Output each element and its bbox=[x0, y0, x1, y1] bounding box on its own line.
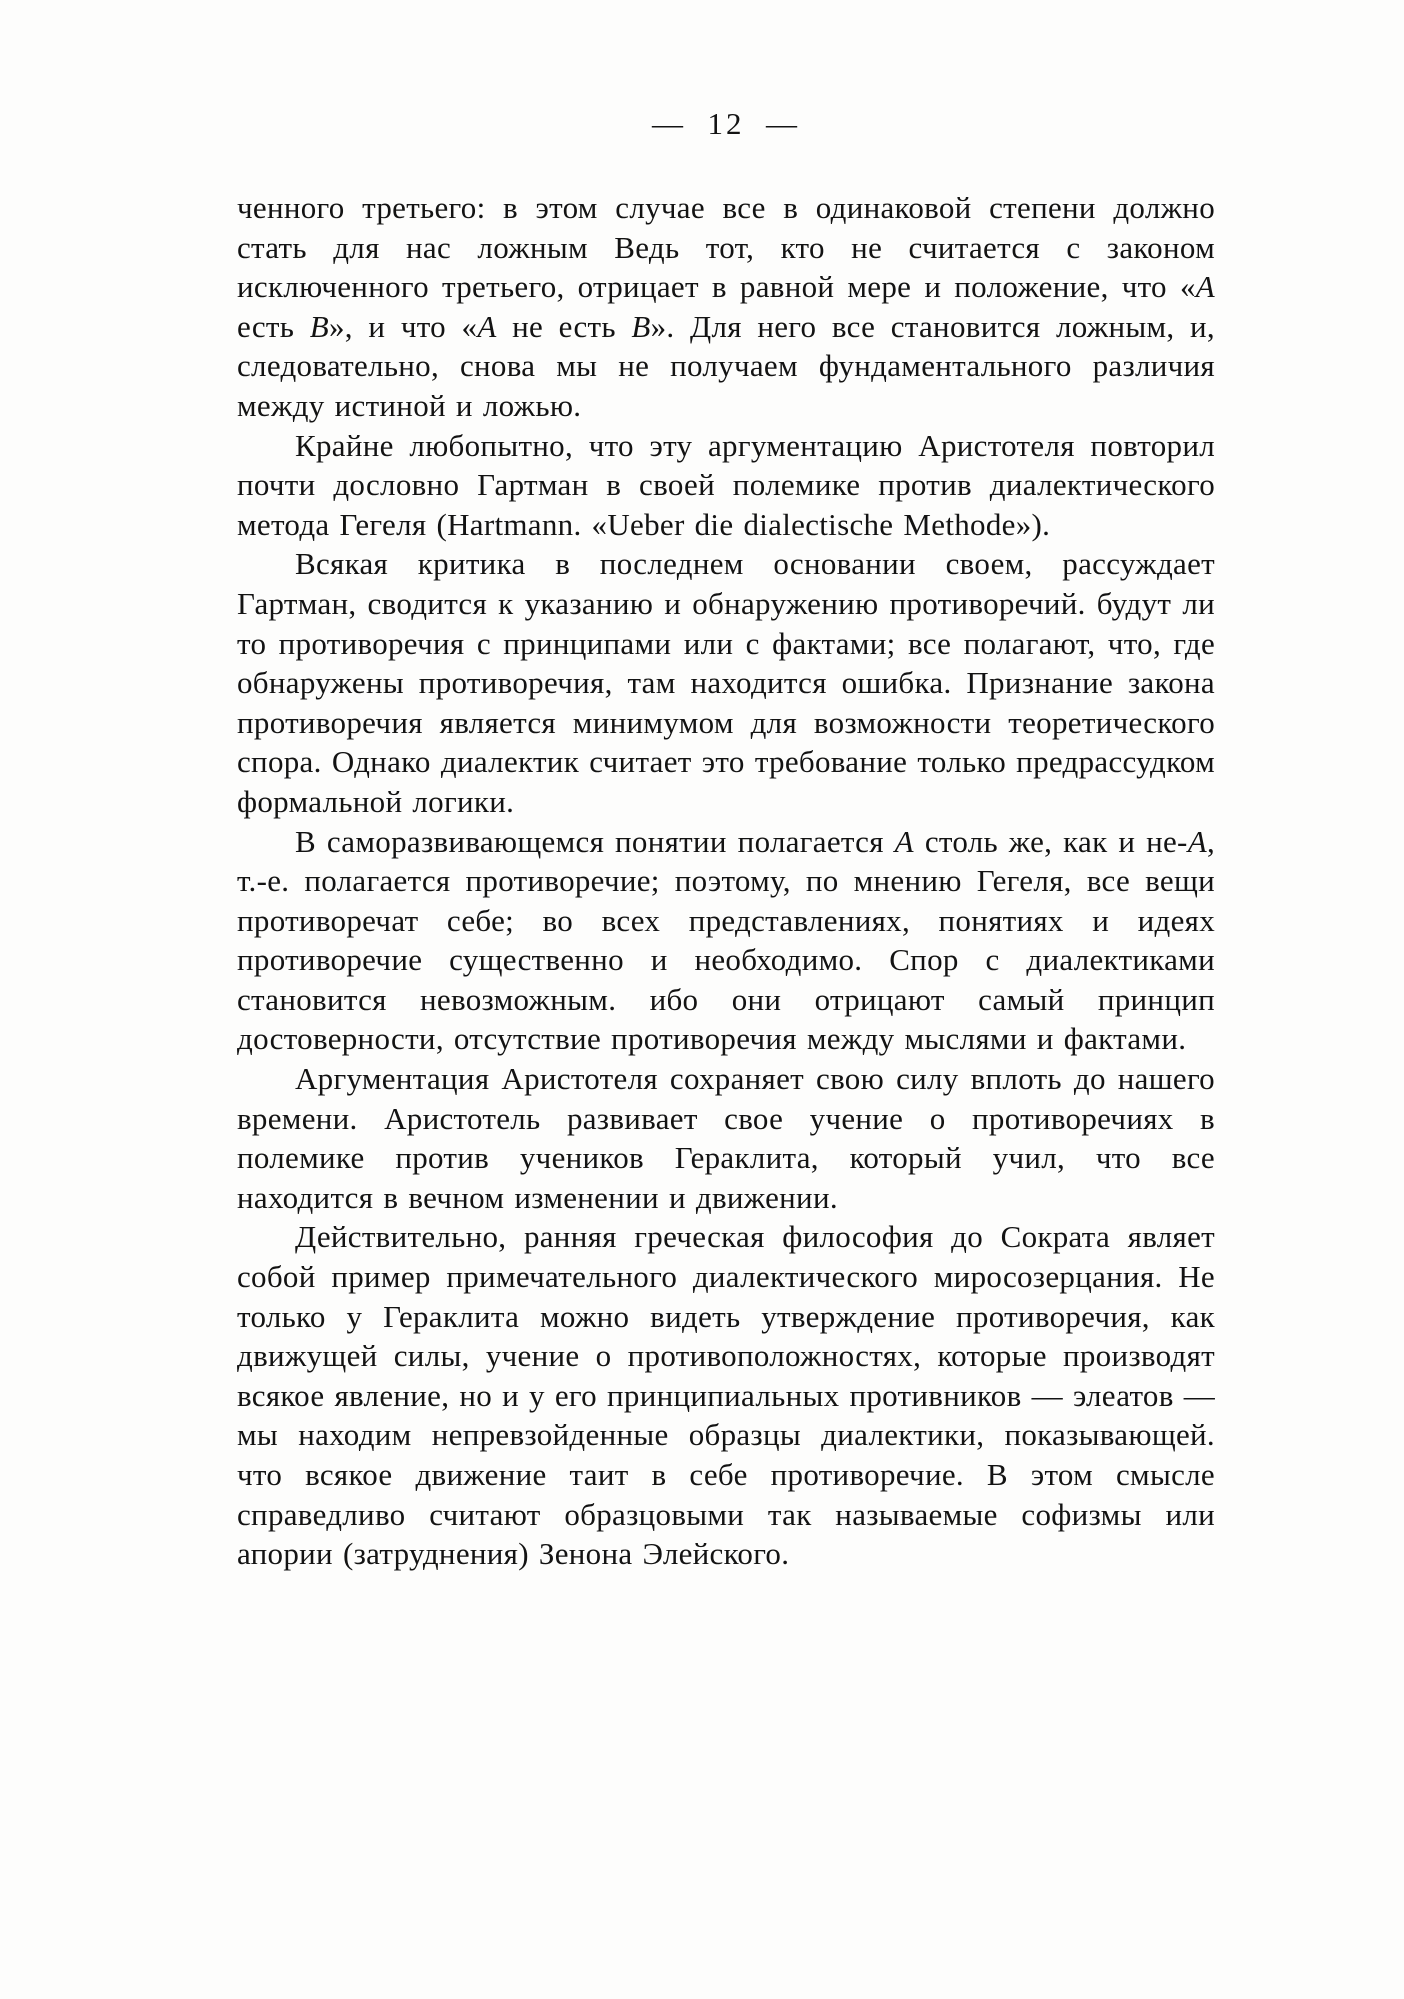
paragraph-2: Крайне любопытно, что эту аргументацию Аристотеля повторил почти дословно Гартман в своей полемике против диалектического метода Гегеля (Hartmann. «Ueber die dialectische Methode»). bbox=[237, 427, 1215, 542]
paragraph-3: Всякая критика в последнем основании своем, рассуждает Гартман, сводится к указанию и обнаружению противоречий. будут ли то противоречия с принципами или с фактами; все полагают, что, где обнаружены противоречия, там находится ошибка. Признание закона противоречия является минимумом для возможности теоретического спора. Однако диалектик считает это требование только предрассудком формальной логики. bbox=[237, 546, 1215, 819]
paragraph-6: Действительно, ранняя греческая философия до Сократа являет собой пример примечательного диалектического миросозерцания. Не только у Гераклита можно видеть утверждение противоречия, как движущей силы, учение о противоположностях, которые производят всякое явление, но и у его принципиальных противников — элеатов — мы находим непревзойденные образцы диалектики, показывающей. что всякое движение таит в себе противоречие. В этом смысле справедливо считают образцовыми так называемые софизмы или апории (затруднения) Зенона Элейского. bbox=[237, 1219, 1215, 1572]
text-block bbox=[237, 188, 1215, 1574]
paragraph-4: В саморазвивающемся понятии полагается А столь же, как и не-А, т.-е. полагается противоречие; поэтому, по мнению Гегеля, все вещи противоречат себе; во всех представлениях, понятиях и идеях противоречие существенно и необходимо. Спор с диалектиками становится невозможным. ибо они отрицают самый принцип достоверности, отсутствие противоречия между мыслями и фактами. bbox=[237, 823, 1215, 1057]
paragraph-5: Аргументация Аристотеля сохраняет свою силу вплоть до нашего времени. Аристотель развивает свое учение о противоречиях в полемике против учеников Гераклита, который учил, что все находится в вечном изменении и движении. bbox=[237, 1061, 1215, 1215]
paragraph-1: ченного третьего: в этом случае все в одинаковой степени должно стать для нас ложным Ведь тот, кто не считается с законом исключенного третьего, отрицает в равной мере и положение, что «А есть В», и что «А не есть В». Для него все становится ложным, и, следовательно, снова мы не получаем фундаментального различия между истиной и ложью. bbox=[237, 190, 1215, 423]
page-number: — 12 — bbox=[652, 106, 800, 141]
